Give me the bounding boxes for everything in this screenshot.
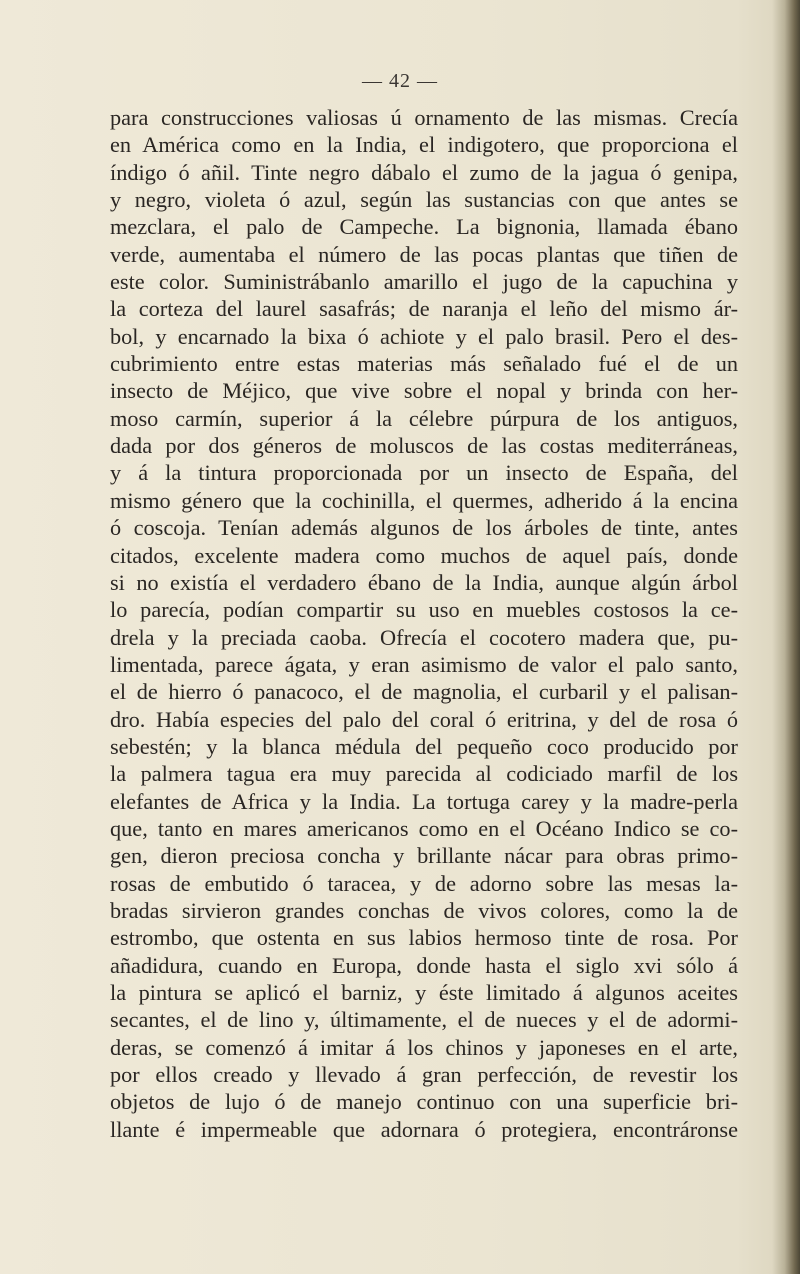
text-line: estrombo, que ostenta en sus labios hermoso tinte de rosa. Por — [110, 925, 738, 951]
text-line: citados, excelente madera como muchos de aquel país, donde — [110, 542, 738, 568]
text-line: que, tanto en mares americanos como en el Océano Indico se co- — [110, 815, 738, 841]
text-line: mezclara, el palo de Campeche. La bignonia, llamada ébano — [110, 214, 738, 240]
text-line: cubrimiento entre estas materias más señalado fué el de un — [110, 351, 738, 377]
text-line: la corteza del laurel sasafrás; de naranja el leño del mismo ár- — [110, 296, 738, 322]
text-line: el de hierro ó panacoco, el de magnolia, el curbaril y el palisan- — [110, 679, 738, 705]
text-line: mismo género que la cochinilla, el quermes, adherido á la encina — [110, 487, 738, 513]
text-line: secantes, el de lino y, últimamente, el de nueces y el de adormi- — [110, 1007, 738, 1033]
text-line: limentada, parece ágata, y eran asimismo de valor el palo santo, — [110, 651, 738, 677]
text-line: si no existía el verdadero ébano de la India, aunque algún árbol — [110, 569, 738, 595]
text-line: insecto de Méjico, que vive sobre el nopal y brinda con her- — [110, 378, 738, 404]
text-line: añadidura, cuando en Europa, donde hasta el siglo xvi sólo á — [110, 952, 738, 978]
body-text — [110, 104, 738, 1143]
text-line: ó coscoja. Tenían además algunos de los árboles de tinte, antes — [110, 515, 738, 541]
text-line: dada por dos géneros de moluscos de las costas mediterráneas, — [110, 433, 738, 459]
text-line: y negro, violeta ó azul, según las sustancias con que antes se — [110, 187, 738, 213]
text-line: gen, dieron preciosa concha y brillante nácar para obras primo- — [110, 843, 738, 869]
text-line: la palmera tagua era muy parecida al codiciado marfil de los — [110, 761, 738, 787]
text-line: lo parecía, podían compartir su uso en muebles costosos la ce- — [110, 597, 738, 623]
text-line: dro. Había especies del palo del coral ó eritrina, y del de rosa ó — [110, 706, 738, 732]
text-line: bol, y encarnado la bixa ó achiote y el palo brasil. Pero el des- — [110, 323, 738, 349]
text-line: drela y la preciada caoba. Ofrecía el cocotero madera que, pu- — [110, 624, 738, 650]
text-line: verde, aumentaba el número de las pocas plantas que tiñen de — [110, 241, 738, 267]
text-line: este color. Suministrábanlo amarillo el jugo de la capuchina y — [110, 269, 738, 295]
text-line: sebestén; y la blanca médula del pequeño coco producido por — [110, 733, 738, 759]
page-number: — 42 — — [362, 70, 438, 92]
text-line: por ellos creado y llevado á gran perfección, de revestir los — [110, 1062, 738, 1088]
text-line: objetos de lujo ó de manejo continuo con una superficie bri- — [110, 1089, 738, 1115]
text-line: en América como en la India, el indigotero, que proporciona el — [110, 132, 738, 158]
text-line: la pintura se aplicó el barniz, y éste limitado á algunos aceites — [110, 980, 738, 1005]
text-line: bradas sirvieron grandes conchas de vivos colores, como la de — [110, 897, 738, 923]
page-edge-shadow — [772, 0, 800, 1274]
text-line: para construcciones valiosas ú ornamento de las mismas. Crecía — [110, 105, 738, 130]
text-line: índigo ó añil. Tinte negro dábalo el zumo de la jagua ó genipa, — [110, 159, 738, 185]
text-line: rosas de embutido ó taracea, y de adorno sobre las mesas la- — [110, 870, 738, 896]
text-line: deras, se comenzó á imitar á los chinos y japoneses en el arte, — [110, 1034, 738, 1060]
text-line: elefantes de Africa y la India. La tortuga carey y la madre-perla — [110, 788, 738, 814]
text-line: moso carmín, superior á la célebre púrpura de los antiguos, — [110, 405, 738, 431]
text-line: llante é impermeable que adornara ó protegiera, encontráronse — [110, 1116, 738, 1142]
text-line: y á la tintura proporcionada por un insecto de España, del — [110, 460, 738, 486]
